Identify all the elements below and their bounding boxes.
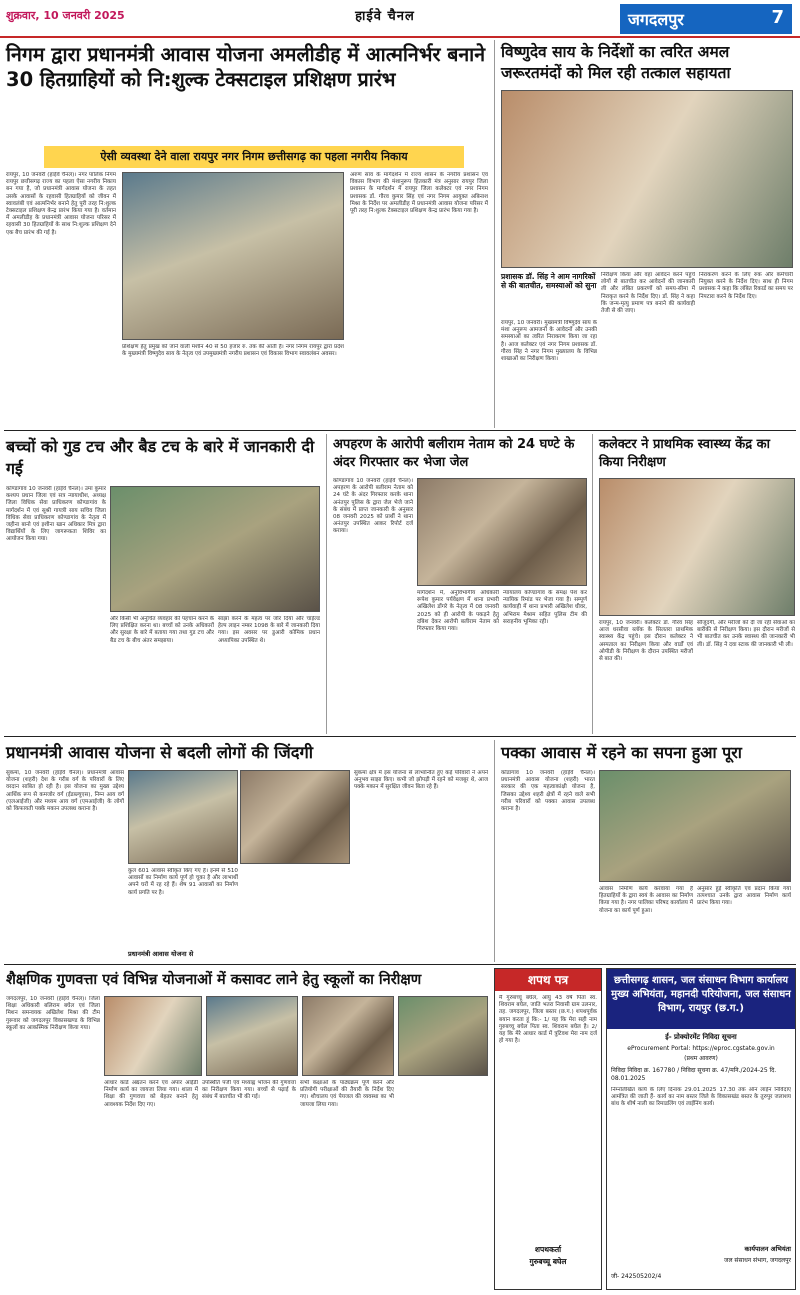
notice-signatory: कार्यपालन अभियंता [744, 1245, 791, 1253]
headline: अपहरण के आरोपी बलीराम नेताम को 24 घण्टे के अंदर गिरफ्तार कर भेजा जेल [333, 437, 575, 470]
house-photo [599, 770, 791, 882]
body-col-2: सौजूदगी, और मरीजों को दी जा रही सेवाओं का बारीकी से निरीक्षण किया। इस दौरान मरीजों से भी बातचीत कर उनके स्वास्थ्य की जानकारी भी ली। डॉ. सिंह ने दवा स्टाक की जानकारी भी ली। [697, 620, 795, 648]
headline: बच्चों को गुड टच और बैड टच के बारे में जानकारी दी गई [6, 437, 315, 478]
story-textile-training [4, 40, 490, 428]
training-photo [122, 172, 344, 340]
photo-caption: प्रधानमंत्री आवास योजना से [128, 950, 194, 958]
school-photo-1 [104, 996, 202, 1076]
header-rule [0, 36, 800, 38]
story-good-touch [4, 434, 322, 734]
body-col-3: सुकमा क्षेत्र में इस योजना से लाभान्वित हुए कई परिवारों ने अपने अनुभव साझा किए। कभी जो झोपड़ी में रहने को मजबूर थे, आज पक्के मकान में सुरक्षित जीवन बिता रहे हैं। [354, 770, 488, 791]
beneficiary-photo-2 [240, 770, 350, 864]
body-col-1: रायपुर, 10 जनवरी। मुख्यमंत्री विष्णुदेव साय के मंशा अनुरूप आमजनों के आवेदनों और उनकी समस्याओं का त्वरित निराकरण किया जा रहा है। आज कलेक्टर एवं नगर निगम प्रशासक डॉ. गौरव सिंह ने नगर निगम मुख्यालय के विभिन्न शाखाओं का निरीक्षण किया। [501, 320, 597, 363]
headline: कलेक्टर ने प्राथमिक स्वास्थ्य केंद्र का किया निरीक्षण [599, 437, 771, 470]
section-divider [4, 430, 796, 431]
body-col-1: सुकमा, 10 जनवरी (हाईवे चैनल)। प्रधानमंत्री आवास योजना (शहरी) देश के गरीब वर्ग के परिवारों के लिए वरदान साबित हो रही है। इस योजना का मुख्य उद्देश्य आर्थिक रूप से कमजोर वर्ग (ईडब्ल्यूएस), निम्न आय वर्ग (एलआईजी) और मध्यम आय वर्ग (एमआईजी) के लोगों को किफायती पक्के मकान उपलब्ध कराना है। [6, 770, 124, 813]
notice-subtitle: ई- प्रोक्योरमेंट निविदा सूचना [665, 1033, 737, 1041]
story-arrest [326, 434, 588, 734]
body-col-1: रायपुर, 10 जनवरी (हाईवे चैनल)। नगर पालिक निगम रायपुर छत्तीसगढ़ राज्य का पहला ऐसा नगरीय निकाय बन गया है, जो प्रधानमंत्री आवास योजना के तहत उसके आवासों के रहवासी हितग्राहियों को जीवन में स्वावलंबी एवं आत्मनिर्भर बनाने हेतु पूरी तरह नि:शुल्क टेक्सटाइल प्रशिक्षण केन्द्र प्रारंभ किया गया है। वर्तमान में अमलीडीह के प्रधानमंत्री आवास योजना परिसर में रहवासी 30 हितग्राहियों के साथ नि:शुल्क प्रशिक्षण देने एक बैच प्रारंभ की गई है। [6, 172, 116, 236]
notice-portal: eProcurement Portal: https://eproc.cgstate.gov.in [627, 1045, 775, 1052]
body-col-3: अनुसार हुई स्वीकृति एवं प्रदान किया गया तत्पश्चात उनके द्वारा आवास निर्माण कार्य प्रारंभ किया गया। [697, 886, 791, 907]
subheadline-band: ऐसी व्यवस्था देने वाला रायपुर नगर निगम छत्तीसगढ़ का पहला नगरीय निकाय [44, 146, 464, 168]
city-banner [620, 4, 792, 34]
notice-ro-number: जी- 242505202/4 [611, 1273, 662, 1280]
photo-caption-text: प्रशिक्षण हेतु प्रमुख को जाने वाली मशीन 40 से 50 हजार रु. तक की आती है। नगर निगम रायपुर द्वारा प्रदेश के मुख्यमंत्री विष्णुदेव साय के नेतृत्व एवं उपमुख्यमंत्री नगरीय प्रशासन एवं विकास विभाग स्वावलंबन अवसर। [122, 344, 344, 358]
affidavit-box [494, 968, 602, 1290]
body-col-4: सभी कक्षाओं के पाठ्यक्रम पूर्ण करने और प्रतियोगी परीक्षाओं की तैयारी के निर्देश दिए गए। शौचालय एवं पेयजल की व्यवस्था का भी जायजा लिया गया। [300, 1080, 394, 1108]
body-col-1: जगदलपुर, 10 जनवरी (हाईवे चैनल)। जिला शिक्षा अधिकारी बलिराम बघेल एवं जिला मिशन समन्वयक अखिलेश मिश्रा की टीम गुरूवार को जगदलपुर विकासखण्ड के विभिन्न स्कूलों का आकस्मिक निरीक्षण किया गया। [6, 996, 100, 1031]
body-col-3: अरुण साव के मार्गदर्शन में राज्य शासन के नगरीय प्रशासन एवं विकास विभाग की मंशानुरूप हितकारी मंत्र अनुसार रायपुर जिला प्रशासन के मार्गदर्शन में रायपुर जिला कलेक्टर एवं नगर निगम प्रशासक डॉ. गौरव कुमार सिंह एवं नगर निगम आयुक्त अबिनाश मिश्रा के निर्देश पर अमलीडीह में प्रधानमंत्री आवास योजना परिसर में पूरी तरह नि:शुल्क टेक्सटाइल प्रशिक्षण केन्द्र प्रारंभ किया गया है। [350, 172, 488, 215]
photo-caption: प्रशासक डॉ. सिंह ने आम नागरिकों से की बातचीत, समस्याओं को सुना [501, 272, 597, 290]
page-number: 7 [771, 7, 784, 28]
page-header [0, 0, 800, 36]
headline: पक्का आवास में रहने का सपना हुआ पूरा [501, 743, 742, 762]
story-housing-changed-lives [4, 740, 490, 962]
body-col-1: रायपुर, 10 जनवरी। कलेक्टर डॉ. गौरव सिंह आज धरसीवा ब्लॉक के सिलतरा प्राथमिक स्वास्थ्य केंद्र पहुंचे। इस दौरान कलेक्टर ने अस्पताल का निरीक्षण किया और वार्डों एवं ओपीडी के निरीक्षण के दौरान उपस्थित मरीजों से बात की। [599, 620, 693, 663]
body-col-1: कोण्डागांव 10 जनवरी (हाईवे चैनल)। अपहरण के आरोपी बलीराम नेताम को 24 घंटे के अंदर गिरफ्तार करके थाना अनंतपुर पुलिस के द्वारा जेल भेजे जाने के संबंध में प्राप्त जानकारी के अनुसार 08 जनवरी 2025 को प्रार्थी ने थाना अनंतपुर उपस्थित आकर रिपोर्ट दर्ज कराया। [333, 478, 413, 535]
body-col-3: निराकरण करने के लिए रुक और कर्मचारी नियुक्त करने के निर्देश दिए। साथ ही निगम प्रशासक ने कहा कि लंबित रिकार्ड का समय पर निपटारा करने के निर्देश दिए। [699, 272, 793, 300]
headline: विष्णुदेव साय के निर्देशों का त्वरित अमल जरूरतमंदों को मिल रही तत्काल सहायता [501, 43, 731, 82]
body-col-2: कुल 601 आवास स्वीकृत किए गए हैं। इनमें से 510 आवासों का निर्माण कार्य पूर्ण हो चुका है और लाभार्थी अपने घरों में रह रहे हैं। शेष 91 आवासों का निर्माण कार्य प्रगति पर है। [128, 868, 238, 896]
police-photo [417, 478, 587, 586]
headline: शैक्षणिक गुणवत्ता एवं विभिन्न योजनाओं में कसावट लाने हेतु स्कूलों का निरीक्षण [6, 972, 422, 988]
headline: निगम द्वारा प्रधानमंत्री आवास योजना अमलीडीह में आत्मनिर्भर बनाने 30 हितग्राहियों को नि:शुल्क टेक्सटाइल प्रशिक्षण प्रारंभ [6, 43, 486, 91]
affidavit-body: मैं गुरुबच्चू बघेल, आयु 43 वर्ष पिता स्व. शिवराम बघेल, जाति भतरा निवासी ग्राम उलनार, तह. जगदलपुर, जिला बस्तर (छ.ग.) शपथपूर्वक बयान करता हूं कि:- 1/ यह कि मेरा सही नाम गुरुबच्चू बघेल पिता स्व. शिवराम बघेल है। 2/ यह कि मेरे आधार कार्ड में त्रुटिवश मेरा नाम दर्ज हो गया है। [499, 995, 597, 1045]
signatory-label: शपथकर्ता [534, 1245, 562, 1254]
school-photo-4 [398, 996, 488, 1076]
affidavit-title: शपथ पत्र [495, 969, 601, 991]
body-col-2: मार्गदर्शन में, अनुविभागीय अधिकारी रूपेश कुमार पर्यवेक्षण में थाना प्रभारी अखिलेश डोंगरे के नेतृत्व में 08 जनवरी 2025 को ही आरोपी के पकड़ने हेतु दबिश देकर आरोपी बलीराम नेताम को गिरफ्तार किया गया। [417, 590, 499, 633]
inspection-photo [501, 90, 793, 268]
body-col-3: उपस्थिति पंजी एवं मध्याह्न भोजन की गुणवत्ता का निरीक्षण किया गया। बच्चों से पढ़ाई के संबंध में बातचीत भी की गई। [202, 1080, 296, 1101]
section-divider [4, 964, 796, 965]
signatory-name: गुरुबच्चू बघेल [529, 1257, 567, 1266]
city-name: जगदलपुर [628, 10, 684, 29]
body-col-1: कोण्डागांव 10 जनवरी (हाईवे चैनल)। उमा कुमार कश्यप प्रधान जिला एवं सत्र न्यायाधीश, अध्यक्ष जिला विधिक सेवा प्राधिकरण कोण्डागांव के मार्गदर्शन में एवं सूश्री गायत्री साय सचिव जिला विधिक सेवा प्राधिकरण कोण्डागांव के नेतृत्व में जहीना बानो एवं इशीना खान अधिकार मित्र द्वारा विद्यार्थियों के लिए जागरूकता शिविर का आयोजन किया गया। [6, 486, 106, 543]
story-school-inspection [4, 968, 490, 1290]
body-col-2: आवास निर्माण कार्य करवाया गया है हितग्राहियों के द्वारा स्वयं के आवास का निर्माण किया गया है। नगर पालिका परिषद कार्यालय में योजना का कार्य पूर्ण हुआ। [599, 886, 693, 914]
school-photo-2 [206, 996, 298, 1076]
notice-reference: निविदा निविदा क्र. 167780 / निविदा सूचना क्र. 47/मनि./2024-25 दि. 08.01.2025 [611, 1067, 777, 1082]
section-divider [4, 736, 796, 737]
body-col-2: आधार कार्ड अद्यतन करने एवं अपार आईडी निर्माण कार्य का जायजा लिया गया। शाला में शिक्षा की गुणवत्ता को बेहतर बनाने हेतु आवश्यक निर्देश दिए गए। [104, 1080, 198, 1108]
body-col-2: निरीक्षण किया और वहां आवेदन करने पहुंचे लोगों से बातचीत कर आवेदनों की जानकारी ली और लंबित प्रकरणों को समय-सीमा में निराकृत करने के निर्देश दिए। डॉ. सिंह ने कहा कि जन्म-मृत्यु प्रमाण पत्र बनाने की कार्यवाही तेजी से की जाए। [601, 272, 695, 315]
story-pucca-house [494, 740, 796, 962]
students-photo [110, 486, 320, 612]
body-col-1: कोंडागांव 10 जनवरी (हाईवे चैनल)। प्रधानमंत्री आवास योजना (शहरी) भारत सरकार की एक महत्वाकांक्षी योजना है, जिसका उद्देश्य शहरी क्षेत्रों में रहने वाले सभी गरीब परिवारों को पक्का आवास उपलब्ध कराना है। [501, 770, 595, 813]
notice-department: जल संसाधन संभाग, जगदलपुर [724, 1257, 791, 1264]
newspaper-name: हाईवे चैनल [355, 9, 415, 24]
body-col-2: और किसी भी अनुचित व्यवहार की पहचान करने के लिए प्रशिक्षित करना था। बच्चों को उनके अधिकारों और सुरक्षा के बारे में बताया गया तथा गुड टच और बैड टच के बीच अंतर समझाया। [110, 616, 214, 644]
headline: प्रधानमंत्री आवास योजना से बदली लोगों की जिंदगी [6, 743, 314, 762]
story-health-centre [592, 434, 796, 734]
tender-notice [606, 968, 796, 1290]
notice-header: छत्तीसगढ़ शासन, जल संसाधन विभाग कार्यालय मुख्य अभियंता, महानदी परियोजना, जल संसाधन विभाग, रायपुर (छ.ग.) [607, 969, 795, 1029]
hospital-photo [599, 478, 795, 616]
school-photo-3 [302, 996, 394, 1076]
beneficiary-photo-1 [128, 770, 238, 864]
issue-date: शुक्रवार, 10 जनवरी 2025 [6, 9, 125, 22]
notice-body: निम्नलिखित कार्य के लिए दिनांक 29.01.2025 17.30 तक ऑन लाईन निविदाएं आमंत्रित की जाती हैं- कार्य का नाम बस्तर जिले के विकासखंड बस्तर के तुरुपुर जलाशय बांध के शीर्ष नाली का रिमाडलिंग एवं लाईनिंग कार्य। [611, 1087, 791, 1108]
story-quick-help [494, 40, 796, 428]
notice-system: (प्रथम आवरण) [684, 1055, 718, 1062]
body-col-3: साझा करने के महत्व पर जोर दिया और चाईल्ड हेल्प लाइन नम्बर 1098 के बारे में जानकारी दिया गया। इस अवसर पर डुआरी कोमिक प्रधान अध्यापिका उपस्थित थे। [218, 616, 320, 644]
body-col-3: न्यायालय कोण्डागांव के समक्ष पेश कर न्यायिक रिमांड पर भेजा गया है। सम्पूर्ण कार्यवाही में थाना प्रभारी अखिलेश धीवर, अभिराम मैश्राम सहित पुलिस टीम की सराहनीय भूमिका रही। [503, 590, 587, 625]
